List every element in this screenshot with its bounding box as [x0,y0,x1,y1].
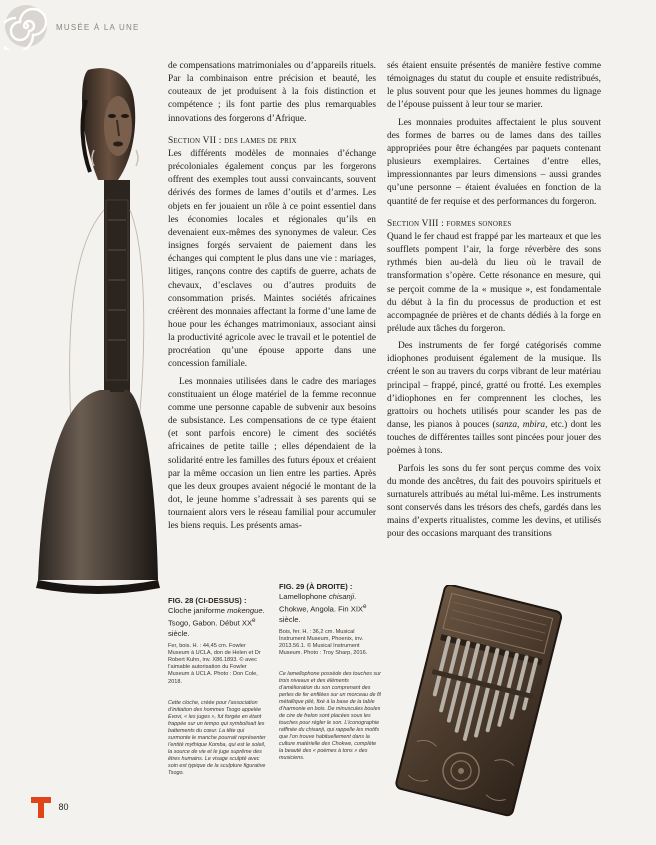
section-header: MUSÉE À LA UNE [56,23,140,32]
paragraph-text: Des instruments de fer forgé catégorisés comme idiophones produisent également de la musique. Ils créent le son au travers du corps vibrant de leur matériau principal – frappé, pincé, gratté ou frotté. Les exemples d’idiophones en fer comprennent les cloches, les grattoirs ou hochets utilisés pour scander les pas de danse, les pianos à pouces ( [387,341,601,431]
paragraph: Parfois les sons du fer sont perçus comme des voix du monde des ancêtres, du fait des pouvoirs spirituels et surnaturels attribués au métal lui-même. Les instruments sont conservés dans les trésors des chefs, gardés dans les mains d’experts ritualistes, comme les devins, et utilisés pour des occasions marquant des transitions [387,463,601,540]
section-heading: Section VII : des lames de prix [168,135,297,146]
paragraph: sés étaient ensuite présentés de manière festive comme témoignages du statut du couple et ensuite redistribués, le plus souvent pour que les jeunes hommes du lignage de l’épouse puissent à leur tour se marier. [387,61,601,111]
section-heading: Section VIII : formes sonores [387,218,512,229]
text-column-2 [387,60,601,545]
page-folio [30,795,68,819]
spiral-logo-icon [4,2,48,50]
caption-text: . Chokwe, Angola. Fin XIX [279,592,363,614]
italic-term: sanza [495,420,518,431]
caption-note: Cette cloche, créée pour l’association d’initiation des hommes Tsogo appelée Evovi, « les juges », fut forgée en étant frappée sur un tempo qui symbolisait les battements du cœur. La tête qui surmonte le manche pourrait représenter l’entité mythique Komba, qui est le soleil, la source de vie et le juge suprême des êtres humains. Le visage sculpté avec soin est typique de la sculpture figurative Tsogo. [168,699,266,776]
caption-text: . Tsogo, Gabon. Début XX [168,606,265,628]
t-brand-mark-icon [30,795,52,819]
caption-italic: chisanji [328,592,355,601]
caption-meta: Fer, bois. H. : 44,45 cm. Fowler Museum à UCLA, don de Helen et Dr Robert Kuhn, inv. X86.1893. © avec l’aimable autorisation du Fowler Museum à UCLA. Photo : Don Cole, 2018. [168,642,261,685]
caption-note: Ce lamellophone possède des touches sur trois niveaux et des éléments d’amélioration du son comprenant des perles de fer enfilées sur un morceau de fil métallique plié, fixé à la base de la table d’harmonie en bois. De minuscules boules de cire de frelon sont placées sous les touches pour régler le son. L’iconographie raffinée du chisanji, qui rappelle les motifs que l’on trouve habituellement dans la culture matérielle des Chokwe, complète la beauté des « poèmes à tons » des musiciens. [279,671,381,762]
paragraph: de compensations matrimoniales ou d’appareils rituels. Par la combinaison entre précision et beauté, les couteaux de jet produisent à la fois distinction et compétence ; ils font partie des plus remarquables innovations des forgerons d’Afrique. [168,61,376,124]
paragraph: Les différents modèles de monnaies d’échange précoloniales également conçus par les forgerons offrent des exemples tout aussi convaincants, souvent dérivés des formes de lames d’outils et d’armes. Les objets en fer jouaient un rôle à ce point essentiel dans les économies locales et régionales qu’ils en devenaient eux-mêmes des synonymes de valeur. Ces insignes forgés servaient de paiement dans les échanges qui comptent le plus dans une vie : mariages, litiges, rançons contre des captifs de guerre, achats de chevaux, d’esclaves ou d’autres produits de consommation prisés. Maintes sociétés africaines créèrent des monnaies affectant la forme d’une lame de houe pour les échanges matrimoniaux, associant ainsi la productivité agricole avec le travail et le potentiel de procréation qu’une épouse apporte dans une concession familiale. [168,148,376,370]
figure-29-caption [279,582,381,762]
paragraph: Quand le fer chaud est frappé par les marteaux et que les soufflets pompent l’air, la forge réverbère des sons rythmés bien au-delà du lieu où le travail de transformation s’opère. Cette résonance en mesure, qui se perçoit comme de la « musique », est fondamentale du début à la fin du processus de production et est accompagnée de prières et de chants dédiés à la forge en prélude aux tâches du forgeron. [387,231,601,334]
paragraph: Les monnaies utilisées dans le cadre des mariages constituaient un éloge matériel de la femme reconnue comme une personne capable de subvenir aux besoins de subsistance. Les compensations de ce type étaient (et sont parfois encore) le ciment des sociétés africaines de petite taille ; elles dépendaient de la solidarité entre les familles des futurs époux et créaient par la même occasion un lien entre les parties. Après que les deux groupes avaient négocié le montant de la dot, le jeune homme s’adressait à ses parents qui se tournaient alors vers le réseau familial pour accumuler les biens requis. Les présents amas- [168,376,376,532]
caption-sup: e [252,617,256,624]
page-number: 80 [58,802,69,812]
caption-label: FIG. 28 (CI-DESSUS) : [168,596,247,605]
caption-text: Cloche janiforme [168,606,228,615]
caption-sup: e [363,603,367,610]
caption-meta: Bois, fer. H. : 36,2 cm. Musical Instrument Museum, Phoenix, inv. 2013.56.1. © Musical Instrument Museum. Photo : Troy Sharp, 2016. [279,628,368,657]
caption-label: FIG. 29 (À DROITE) : [279,582,353,591]
text-column-1 [168,60,376,537]
caption-title [168,596,268,639]
separator: , [517,420,523,431]
paragraph [387,340,601,458]
caption-text: Lamellophone [279,592,329,601]
caption-title [279,582,381,625]
paragraph: Les monnaies produites affectaient le plus souvent des formes de barres ou de lames dans des tailles appropriées pour être échangées par paquets contenant plusieurs exemplaires. Certaines d’entre elles, impressionnantes par leurs dimensions – aussi grandes qu’une personne – étaient évaluées en fonction de la quantité de fer requise et des performances du forgeron. [387,117,601,207]
janiform-bell-image [20,60,168,600]
caption-text: siècle. [279,614,301,624]
lamellophone-image [388,585,568,821]
caption-italic: mokengue [227,606,263,615]
paragraph-text: , etc.) dont les touches de différentes tailles sont pincées pour jouer des poèmes à tons. [387,420,601,457]
figure-28-caption [168,596,268,777]
italic-term: mbira [522,420,546,431]
caption-text: siècle. [168,628,190,638]
